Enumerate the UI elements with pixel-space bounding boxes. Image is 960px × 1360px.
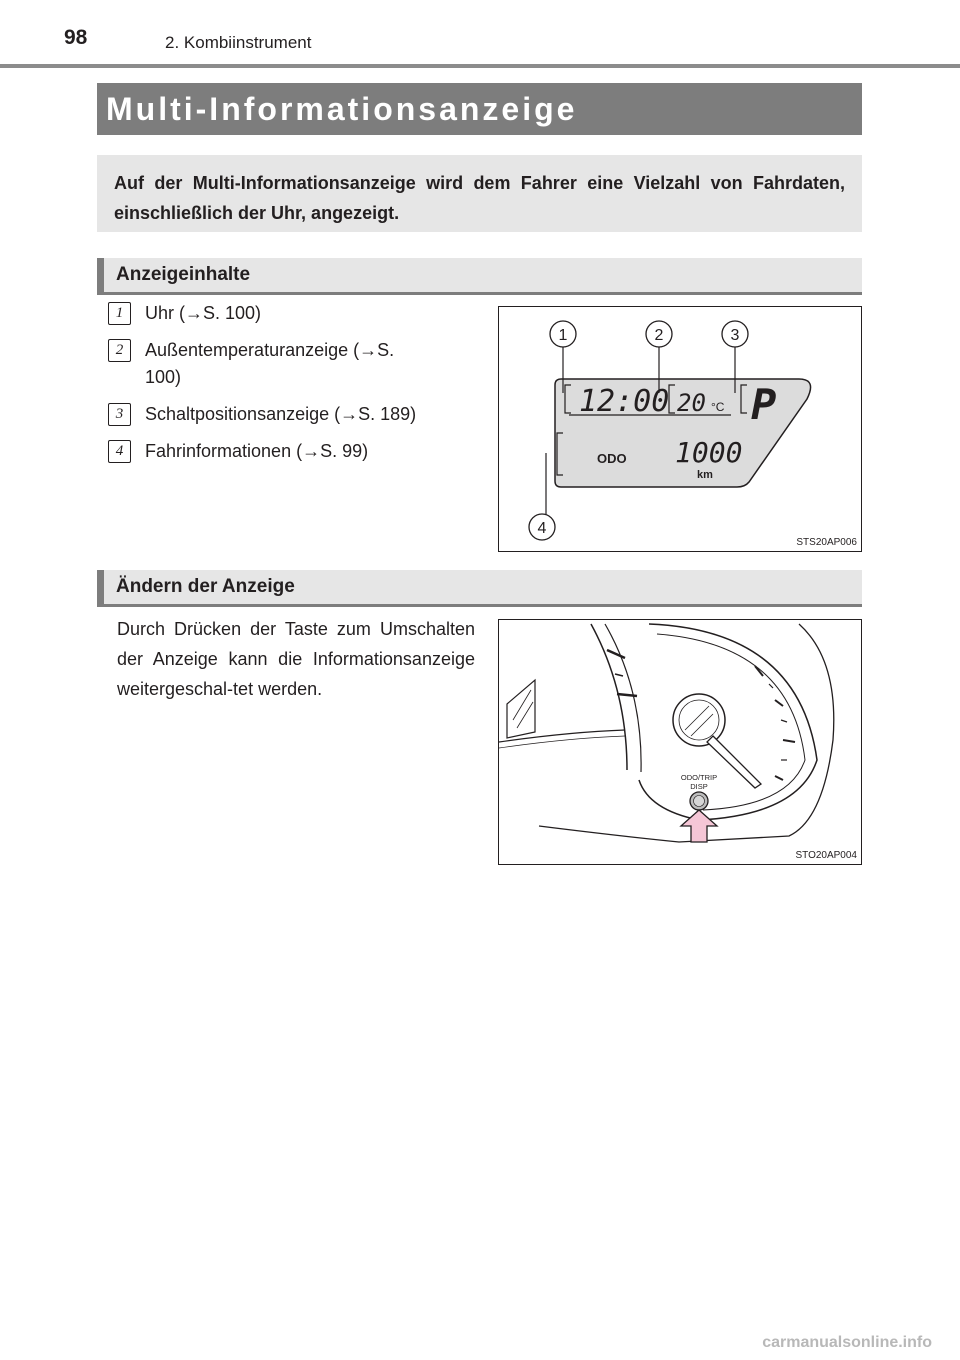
- list-item-text: Außentemperaturanzeige (→S. 100): [145, 340, 395, 387]
- subheading-display-contents: Anzeigeinhalte: [97, 258, 862, 295]
- small-gauge: [507, 680, 535, 738]
- button-label-odo-trip: ODO/TRIP: [680, 773, 718, 782]
- callout-3: 3: [730, 327, 740, 344]
- gear-readout: P: [751, 380, 777, 429]
- figure-code: STS20AP006: [796, 537, 857, 548]
- list-item: [105, 337, 395, 391]
- number-badge: 4: [108, 440, 131, 463]
- odo-label: ODO: [597, 451, 627, 466]
- tach-rim-inner: [605, 624, 641, 772]
- page-number: 98: [64, 26, 88, 49]
- cluster-illustration: [499, 620, 862, 865]
- speedo-tick: [781, 720, 787, 722]
- display-contents-list: [105, 300, 485, 475]
- tach-tick: [607, 650, 625, 658]
- clock-readout: 12:00: [579, 384, 670, 419]
- tach-rim: [591, 624, 627, 770]
- display-illustration: [499, 307, 862, 552]
- tach-tick: [617, 694, 637, 696]
- temp-readout: 20: [677, 389, 706, 417]
- press-arrow-icon: [681, 810, 717, 842]
- cluster-figure: [498, 619, 862, 865]
- list-item: [105, 401, 485, 428]
- callout-4: 4: [537, 520, 547, 537]
- number-badge: 2: [108, 339, 131, 362]
- section-title: Multi-Informationsanzeige: [97, 83, 862, 135]
- display-figure: [498, 306, 862, 552]
- speedo-rim: [639, 624, 817, 820]
- button-label-disp: DISP: [690, 782, 708, 791]
- header-rule: [0, 64, 960, 68]
- dash-contour: [499, 736, 625, 748]
- number-badge: 3: [108, 403, 131, 426]
- figure-code: STO20AP004: [795, 850, 857, 861]
- temp-unit: °C: [711, 400, 725, 414]
- list-item-text: Fahrinformationen (→S. 99): [145, 441, 369, 461]
- callout-1: 1: [558, 327, 568, 344]
- speedo-tick: [783, 740, 795, 742]
- odo-readout: 1000: [675, 436, 743, 469]
- list-item-text: Uhr (→S. 100): [145, 303, 262, 323]
- subheading-change-display: Ändern der Anzeige: [97, 570, 862, 607]
- watermark: carmanualsonline.info: [762, 1334, 932, 1351]
- speedo-hub-inner: [679, 700, 719, 740]
- list-item: [105, 300, 485, 327]
- callout-2: 2: [654, 327, 664, 344]
- odo-unit: km: [697, 469, 713, 481]
- intro-box: Auf der Multi-Informationsanzeige wird dem Fahrer eine Vielzahl von Fahrdaten, einschließlich der Uhr, angezeigt.: [97, 155, 862, 232]
- odo-trip-button-inner: [694, 796, 705, 807]
- change-display-text: Durch Drücken der Taste zum Umschalten der Anzeige kann die Informationsanzeige weitergeschal-tet werden.: [117, 619, 475, 699]
- list-item: [105, 438, 485, 465]
- tach-tick: [615, 674, 623, 676]
- speedo-tick: [775, 700, 783, 706]
- chapter-title: 2. Kombiinstrument: [165, 33, 312, 52]
- number-badge: 1: [108, 302, 131, 325]
- speedo-tick: [775, 776, 783, 780]
- speedo-tick: [769, 684, 773, 688]
- list-item-text: Schaltpositionsanzeige (→S. 189): [145, 404, 417, 424]
- page-header: [0, 0, 960, 68]
